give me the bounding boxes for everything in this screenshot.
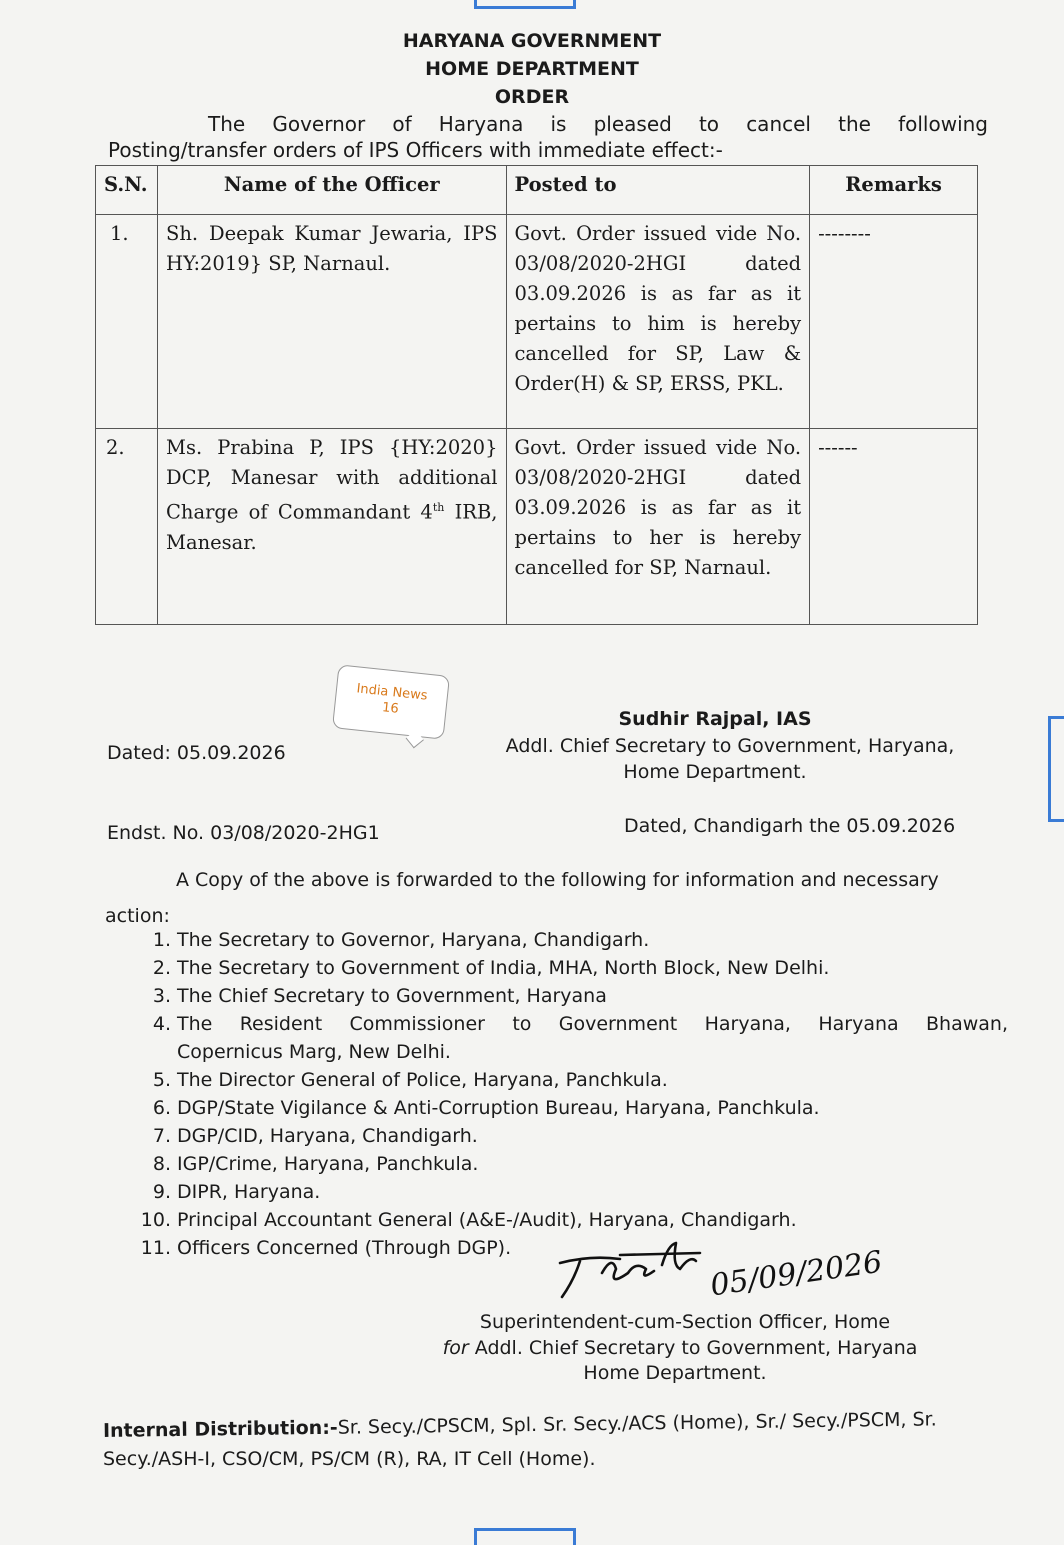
section-officer-line-3: Home Department. [583,1362,767,1384]
col-header-name: Name of the Officer [157,166,506,215]
scan-edge-mark-bottom [474,1528,576,1545]
handwritten-signature [550,1225,950,1305]
list-item: 5. The Director General of Police, Haryana, Panchkula. [152,1069,668,1091]
watermark-stamp [332,664,450,739]
cell-officer-name: Sh. Deepak Kumar Jewaria, IPS HY:2019} SP, Narnaul. [157,215,506,429]
col-header-posted: Posted to [506,166,810,215]
list-item: 9. DIPR, Haryana. [152,1181,321,1203]
copy-line-1: A Copy of the above is forwarded to the following for information and necessary [176,869,939,891]
superscript-th: th [432,501,445,514]
list-item: 1. The Secretary to Governor, Haryana, Chandigarh. [152,929,650,951]
stamp-speech-tail [406,730,424,748]
stamp-line-1: India News [355,681,429,704]
list-item-continuation: Copernicus Marg, New Delhi. [177,1041,451,1063]
list-item: 10. Principal Accountant General (A&E-/Audit), Haryana, Chandigarh. [140,1209,797,1231]
header-department: HOME DEPARTMENT [425,58,639,80]
list-item: 2. The Secretary to Government of India, MHA, North Block, New Delhi. [152,957,830,979]
officer-name-text-end: IRB, Manesar. [165,500,498,554]
signatory-title: Addl. Chief Secretary to Government, Haryana, [505,735,955,757]
cell-remarks: ------ [810,429,978,625]
intro-paragraph [108,112,988,162]
header-government: HARYANA GOVERNMENT [402,30,662,52]
signatory-name: Sudhir Rajpal, IAS [618,708,812,730]
intro-line-1: The Governor of Haryana is pleased to cancel the following [208,112,988,136]
list-item: 3. The Chief Secretary to Government, Haryana [152,985,607,1007]
cell-sn: 2. [96,429,158,625]
cell-remarks: -------- [810,215,978,429]
for-italic: for [442,1337,469,1359]
table-header-row [96,166,978,215]
dated: Dated: 05.09.2026 [107,742,286,764]
signatory-dept: Home Department. [623,761,807,783]
internal-distribution-line-1: Internal Distribution:-Sr. Secy./CPSCM, Spl. Sr. Secy./ACS (Home), Sr./ Secy./PSCM, Sr. [102,1408,937,1442]
list-item: 8. IGP/Crime, Haryana, Panchkula. [152,1153,479,1175]
list-item: 7. DGP/CID, Haryana, Chandigarh. [152,1125,478,1147]
recipient-list [103,926,1008,1262]
table-row [96,429,978,625]
internal-distribution-label: Internal Distribution:- [102,1416,338,1442]
cell-posted-to: Govt. Order issued vide No. 03/08/2020-2HGI dated 03.09.2026 is as far as it pertains to him is hereby cancelled for SP, Law & Order(H) & SP, ERSS, PKL. [506,215,810,429]
cell-sn: 1. [96,215,158,429]
officer-name-text: Ms. Prabina P, IPS {HY:2020} DCP, Manesar with additional Charge of Commandant 4 [165,436,498,524]
scan-edge-mark-right [1048,716,1064,822]
list-item: 4. The Resident Commissioner to Government Haryana, Haryana Bhawan, [152,1013,1008,1035]
signature-date: 05/09/2026 [708,1244,885,1304]
col-header-remarks: Remarks [810,166,978,215]
list-item: 11. Officers Concerned (Through DGP). [140,1237,512,1259]
section-officer-line-2: for Addl. Chief Secretary to Government, Haryana [442,1337,918,1359]
orders-table [95,165,978,625]
cell-officer-name [157,429,506,625]
endorsement-number: Endst. No. 03/08/2020-2HG1 [107,822,380,844]
table-row [96,215,978,429]
endorsement-dated: Dated, Chandigarh the 05.09.2026 [624,815,956,837]
list-item: 6. DGP/State Vigilance & Anti-Corruption Bureau, Haryana, Panchkula. [152,1097,820,1119]
cell-posted-to: Govt. Order issued vide No. 03/08/2020-2HGI dated 03.09.2026 is as far as it pertains to her is hereby cancelled for SP, Narnaul. [506,429,810,625]
col-header-sn: S.N. [96,166,158,215]
copy-line-2: action: [105,905,170,927]
internal-distribution-line-2: Secy./ASH-I, CSO/CM, PS/CM (R), RA, IT Cell (Home). [103,1448,596,1470]
header-order: ORDER [494,86,570,108]
section-officer-line-1: Superintendent-cum-Section Officer, Home [479,1311,891,1333]
stamp-line-2: 16 [381,700,400,717]
scan-edge-mark-top [474,0,576,9]
intro-line-2: Posting/transfer orders of IPS Officers with immediate effect:- [108,138,723,162]
